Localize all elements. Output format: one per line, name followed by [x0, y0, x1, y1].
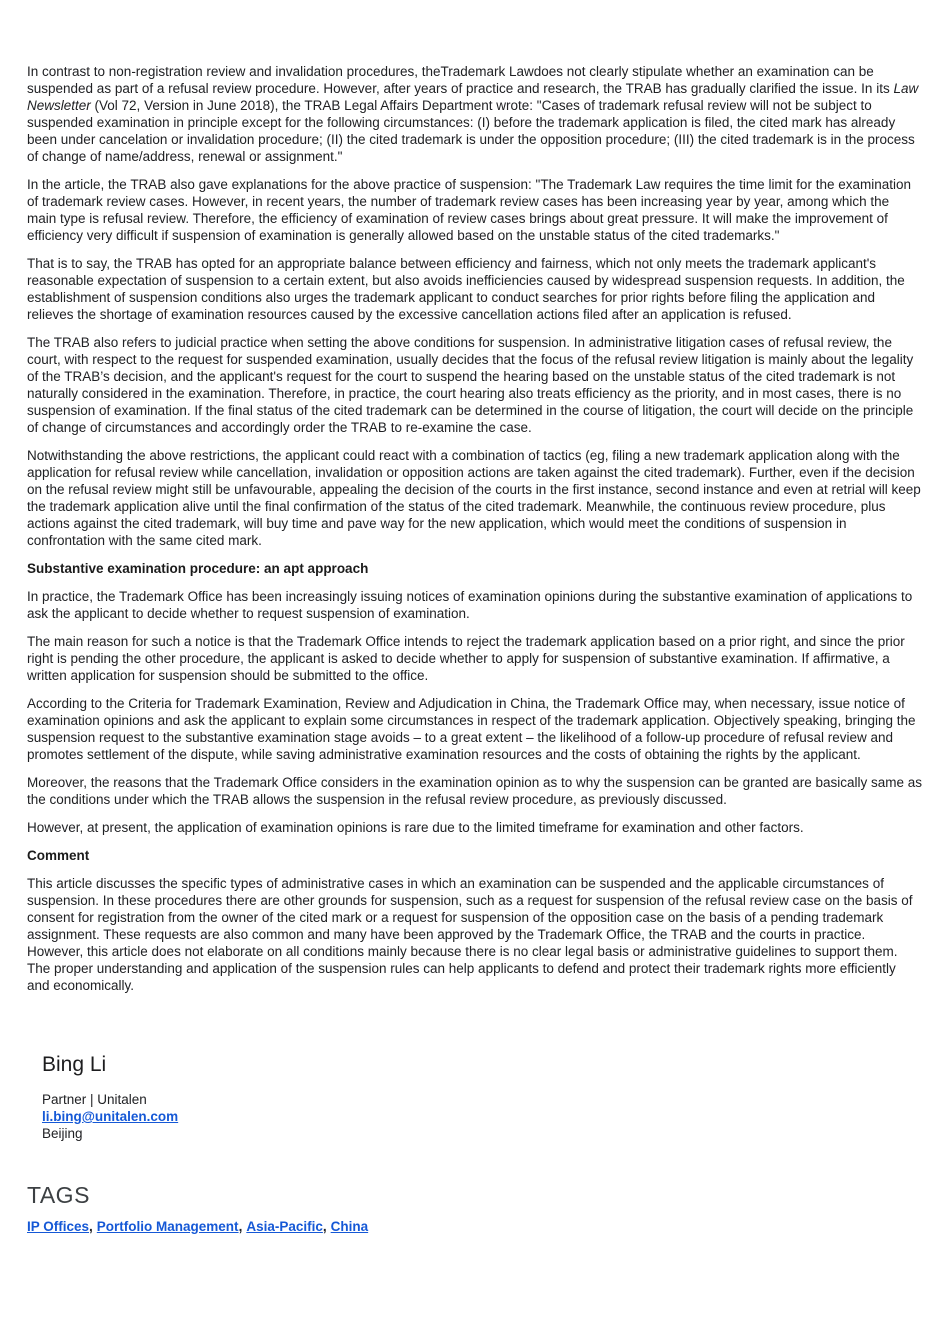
article-paragraph: Notwithstanding the above restrictions, the applicant could react with a combination of tactics (eg, filing a new trademark application along with the application for refusal review while cancellation, invalidation or opposition actions are taken against the cited trademark). Further, even if the decision on the refusal review might still be unfavourable, appealing the decision of the courts in the first instance, second instance and even at retrial will keep the trademark application alive until the final confirmation of the status of the cited trademark. Meanwhile, the continuous review procedure, plus actions against the cited trademark, will buy time and pave way for the new application, which would meet the conditions of suspension in confrontation with the same cited mark. [27, 448, 921, 548]
section-heading-substantive: Substantive examination procedure: an apt approach [27, 561, 369, 576]
author-role: Partner | Unitalen [42, 1092, 147, 1107]
intro-text-italic: Law Newsletter [27, 81, 919, 113]
article-paragraph: The main reason for such a notice is that the Trademark Office intends to reject the trademark application based on a prior right, and since the prior right is pending the other procedure, the applicant is asked to decide whether to apply for suspension of substantive examination. If affirmative, a written application for suspension should be submitted to the office. [27, 634, 905, 683]
article-paragraph: This article discusses the specific types of administrative cases in which an examination can be suspended and the applicable circumstances of suspension. In these procedures there are other grounds for suspension, such as a request for suspension of the refusal review case on the basis of consent for registration from the owner of the cited mark or a request for suspension of the opposition case on the basis of a pending trademark assignment. These requests are also common and many have been approved by the Trademark Office, the TRAB and the courts in practice. However, this article does not elaborate on all conditions mainly because there is no clear legal basis or administrative guidelines to support them. The proper understanding and application of the suspension rules can help applicants to defend and protect their trademark rights more efficiently and economically. [27, 876, 913, 993]
tag-separator: , [322, 1219, 327, 1234]
article-paragraph: That is to say, the TRAB has opted for an appropriate balance between efficiency and fairness, which not only meets the trademark applicant's reasonable expectation of suspension to a certain extent, but also avoids inefficiencies caused by widespread suspension requests. In addition, the establishment of suspension conditions also urges the trademark applicant to conduct searches for prior rights before filing the application and relieves the shortage of examination resources caused by the excessive cancellation actions filed after an application is refused. [27, 256, 905, 322]
tags-heading: TAGS [27, 1182, 90, 1208]
article-paragraph: Moreover, the reasons that the Trademark Office considers in the examination opinion as to why the suspension can be granted are basically same as the conditions under which the TRAB allows the suspension in the refusal review procedure, as previously discussed. [27, 775, 923, 807]
article-paragraph: In practice, the Trademark Office has been increasingly issuing notices of examination opinions during the substantive examination of applications to ask the applicant to decide whether to request suspension of examination. [27, 589, 913, 621]
article-paragraph: However, at present, the application of examination opinions is rare due to the limited timeframe for examination and other factors. [27, 820, 804, 835]
tags-block [27, 1182, 922, 1235]
tag-separator: , [238, 1219, 243, 1234]
article-paragraph-intro [27, 63, 922, 165]
tag-link-china[interactable]: China [330, 1219, 369, 1234]
author-email-link[interactable]: li.bing@unitalen.com [42, 1109, 179, 1124]
tag-link-portfolio-management[interactable]: Portfolio Management [96, 1219, 239, 1234]
intro-text-pre: In contrast to non-registration review and invalidation procedures, theTrademark Lawdoes not clearly stipulate whether an examination can be suspended as part of a refusal review procedure. However, after years of practice and research, the TRAB has gradually clarified the issue. In its [27, 64, 894, 96]
article-paragraph: In the article, the TRAB also gave explanations for the above practice of suspension: "The Trademark Law requires the time limit for the examination of trademark review cases. However, in recent years, the number of trademark review cases has been increasing year by year, among which the main type is refusal review. Therefore, the efficiency of examination of review cases brings about great pressure. It will make the improvement of efficiency very difficult if suspension of examination is generally allowed based on the unstable status of the cited trademarks." [27, 177, 911, 243]
article-paragraph: The TRAB also refers to judicial practice when setting the above conditions for suspension. In administrative litigation cases of refusal review, the court, with respect to the request for suspended examination, usually decides that the focus of the refusal review litigation is mainly about the legality of the TRAB’s decision, and the applicant's request for the court to suspend the hearing based on the unstable status of the cited trademark is not naturally considered in the examination. Therefore, in practice, the court hearing also treats efficiency as the priority, and in most cases, there is no suspension of examination. If the final status of the cited trademark can be determined in the course of litigation, the court will decide on the principle of change of circumstances and accordingly order the TRAB to re-examine the case. [27, 335, 914, 435]
article-paragraph: According to the Criteria for Trademark Examination, Review and Adjudication in China, the Trademark Office may, when necessary, issue notice of examination opinions and ask the applicant to explain some circumstances in respect of the trademark application. Objectively speaking, bringing the suspension request to the substantive examination stage avoids – to a great extent – the likelihood of a follow-up procedure of refusal review and promotes settlement of the dispute, while saving administrative examination resources and the costs of obtaining the rights by the applicant. [27, 696, 916, 762]
intro-text-post: (Vol 72, Version in June 2018), the TRAB Legal Affairs Department wrote: "Cases of trademark refusal review will not be subject to suspended examination in principle except for the following circumstances: (I) before the trademark application is filed, the cited mark has already been under cancelation or invalidation procedure; (II) the cited trademark is under the opposition procedure; (III) the cited trademark is in the process of change of name/address, renewal or assignment." [27, 98, 915, 164]
tag-link-ip-offices[interactable]: IP Offices [27, 1219, 90, 1234]
author-name: Bing Li [42, 1053, 107, 1076]
tag-list [27, 1218, 922, 1235]
author-location: Beijing [42, 1126, 83, 1141]
tag-link-asia-pacific[interactable]: Asia-Pacific [246, 1219, 323, 1234]
tag-separator: , [89, 1219, 93, 1234]
section-heading-comment: Comment [27, 848, 90, 863]
author-block [42, 1052, 922, 1142]
